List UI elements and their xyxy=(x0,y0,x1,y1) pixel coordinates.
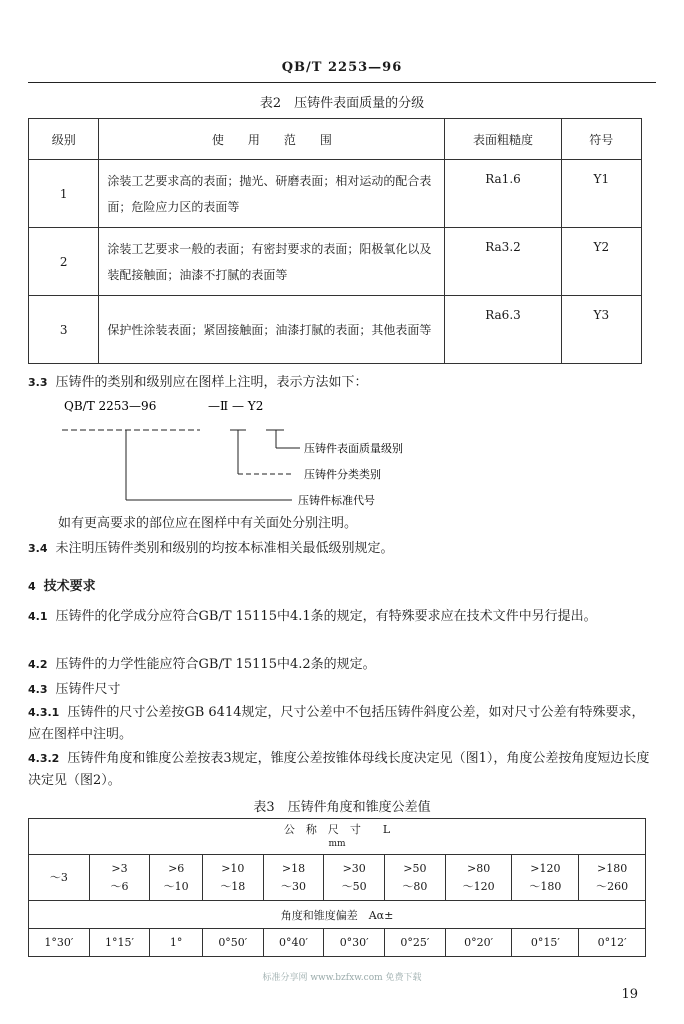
section-number: 3.3 xyxy=(28,376,48,389)
diagram-label-standard: 压铸件标准代号 xyxy=(298,494,375,507)
section-3-3 xyxy=(28,372,654,394)
section-4-3-1 xyxy=(28,702,654,746)
section-text: 压铸件的类别和级别应在图样上注明，表示方法如下： xyxy=(55,375,368,390)
table2-row xyxy=(29,296,642,364)
section-number: 4 xyxy=(28,580,36,593)
table3-tolerance-cell: 1°15′ xyxy=(89,929,150,957)
table3-size-cell xyxy=(202,855,263,901)
section-number: 4.1 xyxy=(28,610,48,623)
page-number: 19 xyxy=(621,987,638,1002)
section-text: 压铸件的尺寸公差按GB 6414规定，尺寸公差中不包括压铸件斜度公差，如对尺寸公差有特殊要求，应在图样中注明。 xyxy=(28,705,645,742)
table2-symbol: Y1 xyxy=(561,160,641,228)
table3-size-row xyxy=(29,855,646,901)
size-upper: ～18 xyxy=(220,879,246,893)
table2-level: 1 xyxy=(29,160,99,228)
watermark-footer: 标准分享网 www.bzfxw.com 免费下载 xyxy=(262,973,422,983)
section-number: 4.3.2 xyxy=(28,752,60,765)
size-lower: >50 xyxy=(403,861,427,875)
table2-symbol: Y2 xyxy=(561,228,641,296)
table3-header xyxy=(29,819,646,855)
table3-tolerance-row xyxy=(29,929,646,957)
size-upper: ～50 xyxy=(341,879,367,893)
table3-size-cell xyxy=(445,855,512,901)
table3-tolerance-cell: 1° xyxy=(150,929,203,957)
section-number: 4.2 xyxy=(28,658,48,671)
table2-caption: 表2 压铸件表面质量的分级 xyxy=(259,96,425,111)
table2-row xyxy=(29,160,642,228)
document-header: QB/T 2253—96 xyxy=(281,60,403,75)
table2-symbol: Y3 xyxy=(561,296,641,364)
table3-size-cell xyxy=(150,855,203,901)
table2-level: 2 xyxy=(29,228,99,296)
size-lower: >80 xyxy=(466,861,491,875)
section-4-3-2 xyxy=(28,748,654,792)
table2-level: 3 xyxy=(29,296,99,364)
table3-tolerance-cell: 0°15′ xyxy=(512,929,579,957)
table2-roughness: Ra1.6 xyxy=(445,160,561,228)
size-upper: ～10 xyxy=(163,879,189,893)
section-3-4 xyxy=(28,538,654,560)
table3-tolerance-cell: 0°12′ xyxy=(579,929,646,957)
table3-tolerance-cell: 0°25′ xyxy=(385,929,446,957)
table3-caption: 表3 压铸件角度和锥度公差值 xyxy=(253,800,431,815)
size-lower: >6 xyxy=(168,861,185,875)
table2-row xyxy=(29,228,642,296)
table3-header-unit: mm xyxy=(328,838,346,849)
size-lower: >120 xyxy=(530,861,561,875)
table3-tolerance-cell: 0°50′ xyxy=(202,929,263,957)
note-3-3: 如有更高要求的部位应在图样中有关面处分别注明。 xyxy=(58,516,358,531)
table3-header-main: 公 称 尺 寸 L xyxy=(283,822,391,836)
size-lower: ～3 xyxy=(49,870,68,884)
table3-tolerance-label: 角度和锥度偏差 Aα± xyxy=(29,901,646,929)
header-divider xyxy=(28,82,656,83)
section-4 xyxy=(28,576,654,598)
marking-diagram xyxy=(60,396,460,516)
size-lower: >10 xyxy=(221,861,245,875)
table3-size-cell xyxy=(512,855,579,901)
table3-size-cell xyxy=(385,855,446,901)
table2-header-scope: 使 用 范 围 xyxy=(99,119,445,160)
section-4-1 xyxy=(28,606,654,628)
diagram-label-quality: 压铸件表面质量级别 xyxy=(304,442,403,455)
size-lower: >18 xyxy=(281,861,306,875)
section-4-3 xyxy=(28,679,654,701)
table2-roughness: Ra6.3 xyxy=(445,296,561,364)
size-upper: ～30 xyxy=(281,879,306,893)
diagram-label-class: 压铸件分类类别 xyxy=(304,468,381,481)
size-upper: ～260 xyxy=(596,879,629,893)
section-number: 3.4 xyxy=(28,542,48,555)
table2-scope: 保护性涂装表面；紧固接触面；油漆打腻的表面；其他表面等 xyxy=(99,296,445,364)
size-lower: >180 xyxy=(597,861,628,875)
size-lower: >3 xyxy=(111,861,128,875)
table3 xyxy=(28,818,646,957)
size-upper: ～6 xyxy=(110,879,129,893)
section-text: 压铸件尺寸 xyxy=(55,682,121,697)
table3-size-cell xyxy=(324,855,385,901)
diagram-suffix: —Ⅱ — Y2 xyxy=(208,399,264,413)
table3-tolerance-cell: 0°40′ xyxy=(263,929,324,957)
size-upper: ～80 xyxy=(402,879,428,893)
section-4-2 xyxy=(28,654,654,676)
table3-size-cell xyxy=(263,855,324,901)
table2-scope: 涂装工艺要求一般的表面；有密封要求的表面；阳极氧化以及装配接触面；油漆不打腻的表面等 xyxy=(99,228,445,296)
diagram-code: QB/T 2253—96 xyxy=(64,399,157,413)
table3-size-cell xyxy=(89,855,150,901)
section-number: 4.3 xyxy=(28,683,48,696)
table2-roughness: Ra3.2 xyxy=(445,228,561,296)
section-text: 压铸件的化学成分应符合GB/T 15115中4.1条的规定，有特殊要求应在技术文件中另行提出。 xyxy=(55,609,597,624)
section-number: 4.3.1 xyxy=(28,706,60,719)
table2-header-symbol: 符号 xyxy=(561,119,641,160)
section-text: 压铸件的力学性能应符合GB/T 15115中4.2条的规定。 xyxy=(55,657,376,672)
table2 xyxy=(28,118,642,364)
table2-header-level: 级别 xyxy=(29,119,99,160)
table2-scope: 涂装工艺要求高的表面；抛光、研磨表面；相对运动的配合表面；危险应力区的表面等 xyxy=(99,160,445,228)
size-upper: ～120 xyxy=(462,879,495,893)
table3-size-cell xyxy=(29,855,90,901)
size-lower: >30 xyxy=(342,861,366,875)
table3-tolerance-cell: 0°30′ xyxy=(324,929,385,957)
size-upper: ～180 xyxy=(529,879,562,893)
section-title: 技术要求 xyxy=(43,579,96,594)
table3-tolerance-cell: 1°30′ xyxy=(29,929,90,957)
table2-header-roughness: 表面粗糙度 xyxy=(445,119,561,160)
diagram-leader-lines xyxy=(62,430,300,500)
table3-size-cell xyxy=(579,855,646,901)
section-text: 未注明压铸件类别和级别的均按本标准相关最低级别规定。 xyxy=(55,541,394,556)
section-text: 压铸件角度和锥度公差按表3规定，锥度公差按锥体母线长度决定见（图1），角度公差按角度短边长度决定见（图2）。 xyxy=(28,751,650,788)
table3-tolerance-cell: 0°20′ xyxy=(445,929,512,957)
